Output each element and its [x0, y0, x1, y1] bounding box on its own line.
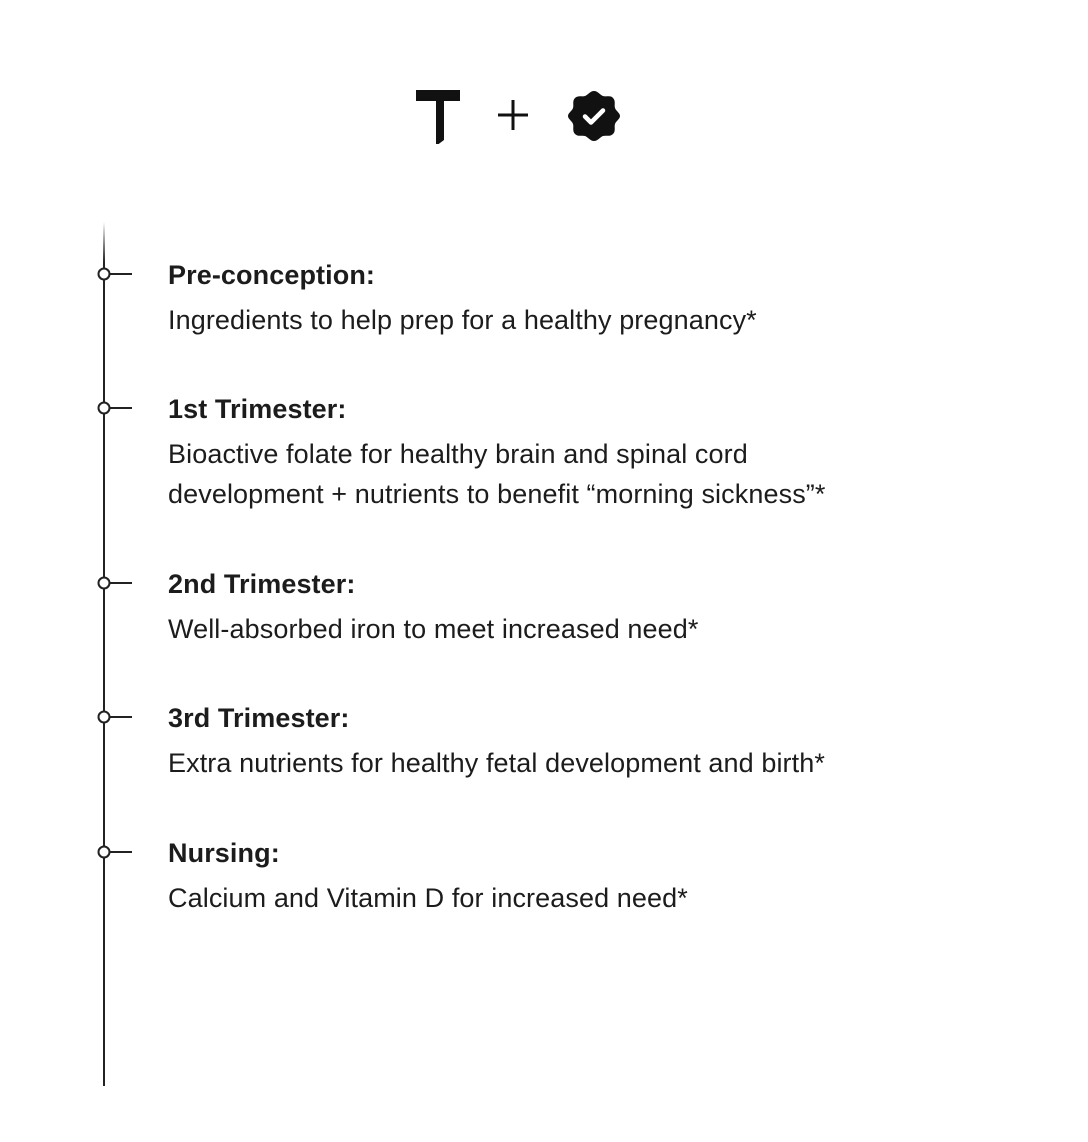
stage-description — [168, 743, 988, 783]
stage-description — [168, 609, 988, 649]
stage-description-line: Calcium and Vitamin D for increased need* — [168, 883, 688, 913]
stage-title: Nursing: — [168, 838, 280, 868]
stage-title: Pre-conception: — [168, 260, 376, 290]
stage-title: 3rd Trimester: — [168, 703, 350, 733]
stage-title: 1st Trimester: — [168, 394, 347, 424]
timeline-node-icon — [96, 266, 136, 282]
stage-description — [168, 878, 988, 918]
stage-description-line: development + nutrients to benefit “morning sickness”* — [168, 479, 826, 509]
stage-description — [168, 300, 988, 340]
timeline-node-icon — [96, 400, 136, 416]
stage-description-line: Ingredients to help prep for a healthy pregnancy* — [168, 305, 757, 335]
timeline-node-icon — [96, 575, 136, 591]
timeline-node-icon — [96, 709, 136, 725]
timeline-node-icon — [96, 844, 136, 860]
stage-description — [168, 434, 988, 514]
stage-description-line: Bioactive folate for healthy brain and spinal cord — [168, 439, 748, 469]
stage-description-line: Extra nutrients for healthy fetal development and birth* — [168, 748, 825, 778]
stage-description-line: Well-absorbed iron to meet increased need* — [168, 614, 699, 644]
stage-title: 2nd Trimester: — [168, 569, 356, 599]
timeline-line — [103, 222, 105, 1086]
